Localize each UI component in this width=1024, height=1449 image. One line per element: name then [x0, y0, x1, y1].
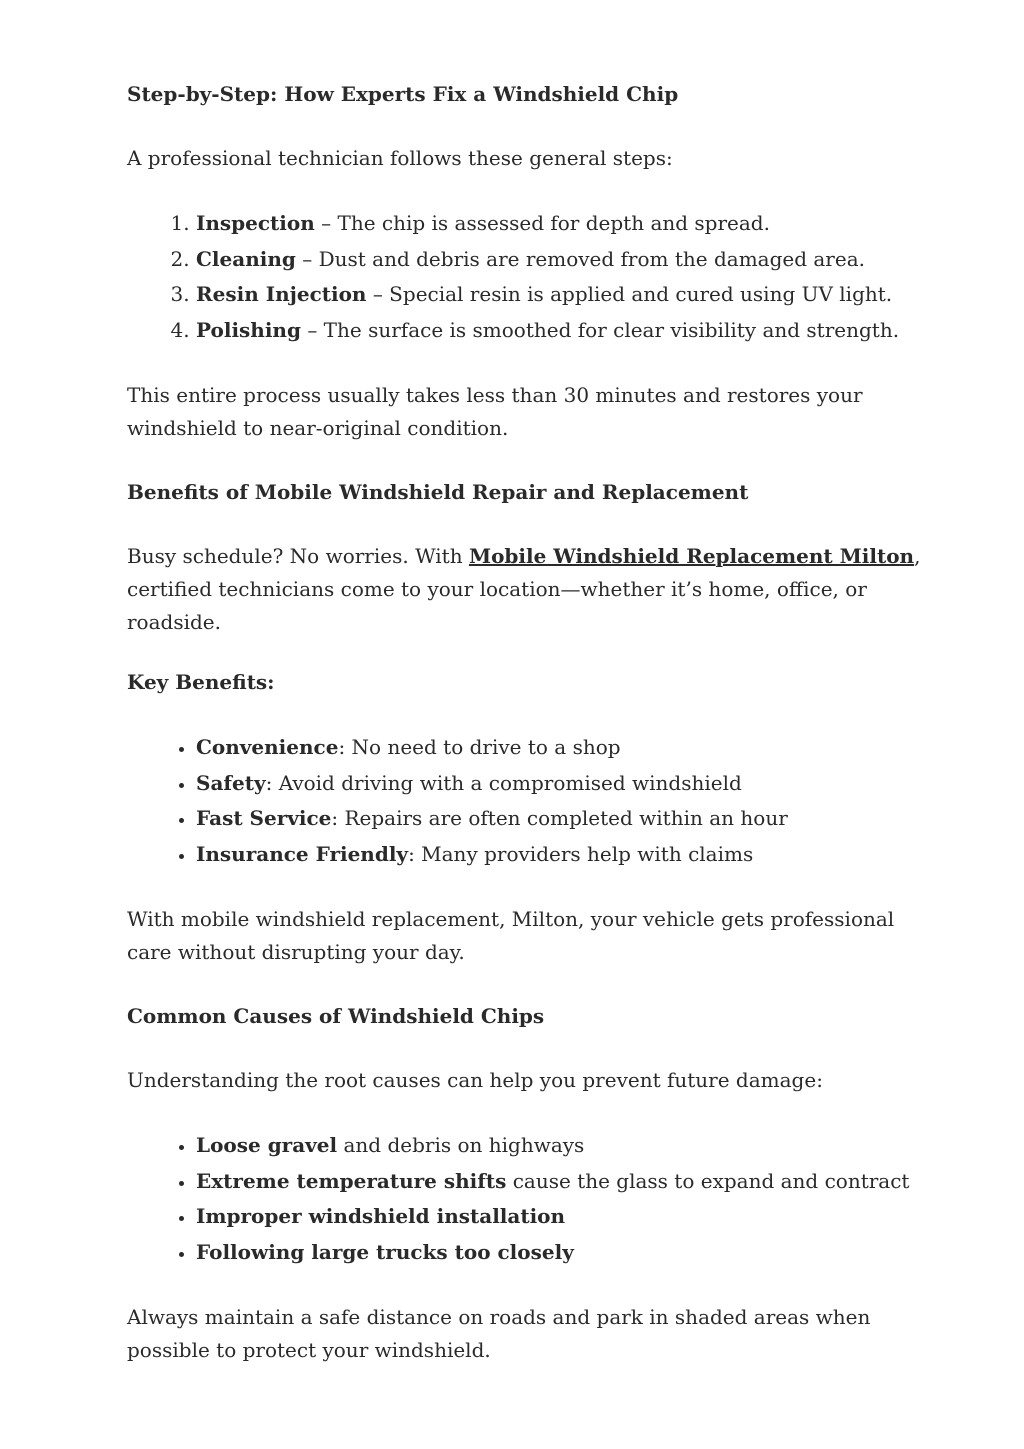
list-item [196, 206, 927, 242]
list-item [196, 277, 927, 313]
step-text: – Dust and debris are removed from the damaged area. [295, 246, 865, 271]
benefits-intro-after: , certified technicians come to your location—whether it’s home, office, or roadside. [127, 544, 921, 634]
benefit-text: : Avoid driving with a compromised windshield [265, 770, 742, 795]
key-benefits-heading: Key Benefits: [127, 670, 275, 694]
section-heading-benefits: Benefits of Mobile Windshield Repair and Replacement [127, 480, 749, 504]
cause-term: Improper windshield installation [196, 1204, 566, 1228]
cause-term: Loose gravel [196, 1133, 338, 1157]
list-item [196, 1235, 927, 1271]
cause-term: Extreme temperature shifts [196, 1168, 507, 1193]
step-term: Inspection [196, 211, 315, 235]
list-item [196, 730, 927, 766]
list-item [196, 837, 927, 873]
benefit-term: Safety [196, 770, 266, 795]
steps-closing: This entire process usually takes less than 30 minutes and restores your windshield to near-original condition. [127, 383, 863, 440]
section-heading-steps: Step-by-Step: How Experts Fix a Windshield Chip [127, 82, 679, 106]
cause-term: Following large trucks too closely [196, 1239, 574, 1264]
benefit-text: : Many providers help with claims [408, 841, 754, 866]
causes-closing: Always maintain a safe distance on roads and park in shaded areas when possible to protect your windshield. [127, 1305, 871, 1362]
step-term: Polishing [196, 317, 301, 342]
benefit-term: Insurance Friendly [196, 841, 409, 866]
step-text: – The chip is assessed for depth and spread. [314, 211, 770, 235]
cause-text: cause the glass to expand and contract [506, 1168, 910, 1193]
benefits-list [127, 730, 927, 872]
benefit-text: : No need to drive to a shop [338, 735, 621, 759]
section-heading-causes: Common Causes of Windshield Chips [127, 1004, 545, 1028]
list-item [196, 313, 927, 349]
benefit-term: Fast Service [196, 806, 332, 830]
steps-list [127, 206, 927, 348]
list-item [196, 801, 927, 837]
list-item [196, 766, 927, 802]
step-text: – The surface is smoothed for clear visibility and strength. [300, 317, 900, 342]
cause-text: and debris on highways [337, 1133, 585, 1157]
document-page [127, 78, 927, 1367]
steps-intro: A professional technician follows these general steps: [127, 146, 673, 170]
list-item [196, 1164, 927, 1200]
benefits-intro [127, 540, 927, 639]
benefit-term: Convenience [196, 735, 339, 759]
benefits-closing: With mobile windshield replacement, Milton, your vehicle gets professional care without disrupting your day. [127, 907, 895, 964]
step-term: Cleaning [196, 246, 296, 271]
step-term: Resin Injection [196, 282, 367, 306]
list-item [196, 1128, 927, 1164]
list-item [196, 242, 927, 278]
causes-list [127, 1128, 927, 1270]
causes-intro: Understanding the root causes can help you prevent future damage: [127, 1068, 823, 1092]
list-item [196, 1199, 927, 1235]
mobile-windshield-replacement-link[interactable]: Mobile Windshield Replacement Milton [468, 544, 915, 568]
benefits-intro-before: Busy schedule? No worries. With [127, 544, 469, 568]
benefit-text: : Repairs are often completed within an hour [331, 806, 788, 830]
step-text: – Special resin is applied and cured using UV light. [366, 282, 893, 306]
